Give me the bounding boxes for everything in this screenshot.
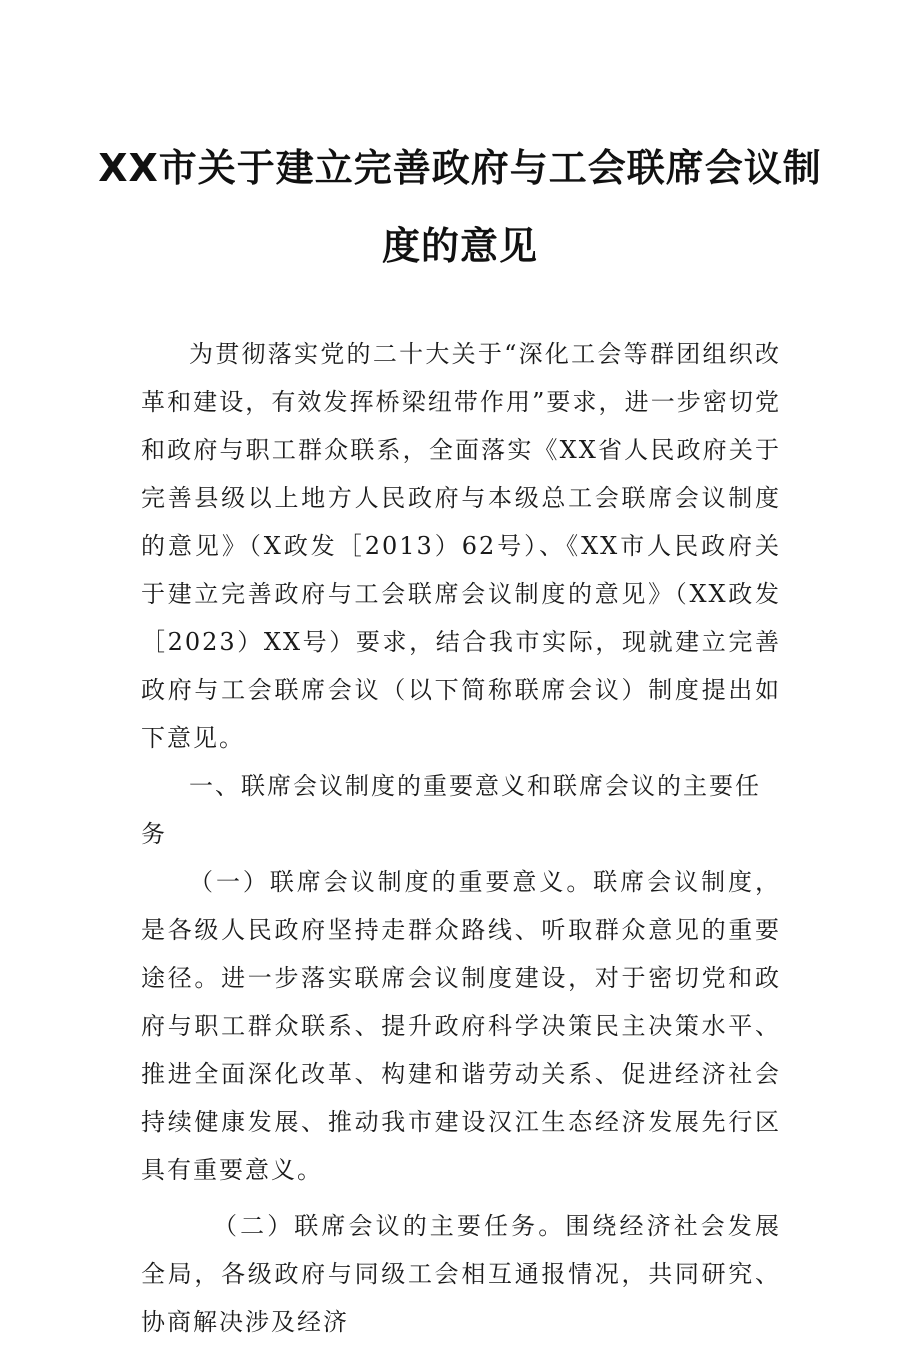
- subsection-1-paragraph: （一）联席会议制度的重要意义。联席会议制度，是各级人民政府坚持走群众路线、听取群众意见的重要途径。进一步落实联席会议制度建设，对于密切党和政府与职工群众联系、提升政府科学决策民主决策水平、推进全面深化改革、构建和谐劳动关系、促进经济社会持续健康发展、推动我市建设汉江生态经济发展先行区具有重要意义。: [141, 868, 781, 1184]
- section-heading-1: 一、联席会议制度的重要意义和联席会议的主要任务: [141, 772, 761, 848]
- document-body: [141, 330, 781, 1346]
- intro-paragraph: 为贯彻落实党的二十大关于“深化工会等群团组织改革和建设，有效发挥桥梁纽带作用”要求，进一步密切党和政府与职工群众联系，全面落实《XX省人民政府关于完善县级以上地方人民政府与本级总工会联席会议制度的意见》（X政发［2013）62号）、《XX市人民政府关于建立完善政府与工会联席会议制度的意见》（XX政发［2023）XX号）要求，结合我市实际，现就建立完善政府与工会联席会议（以下简称联席会议）制度提出如下意见。: [141, 340, 781, 752]
- document-title-line-2: 度的意见: [381, 224, 538, 268]
- document-title-line-1: XX市关于建立完善政府与工会联席会议制: [98, 146, 822, 190]
- subsection-2-paragraph: （二）联席会议的主要任务。围绕经济社会发展全局，各级政府与同级工会相互通报情况，共同研究、协商解决涉及经济: [141, 1212, 781, 1336]
